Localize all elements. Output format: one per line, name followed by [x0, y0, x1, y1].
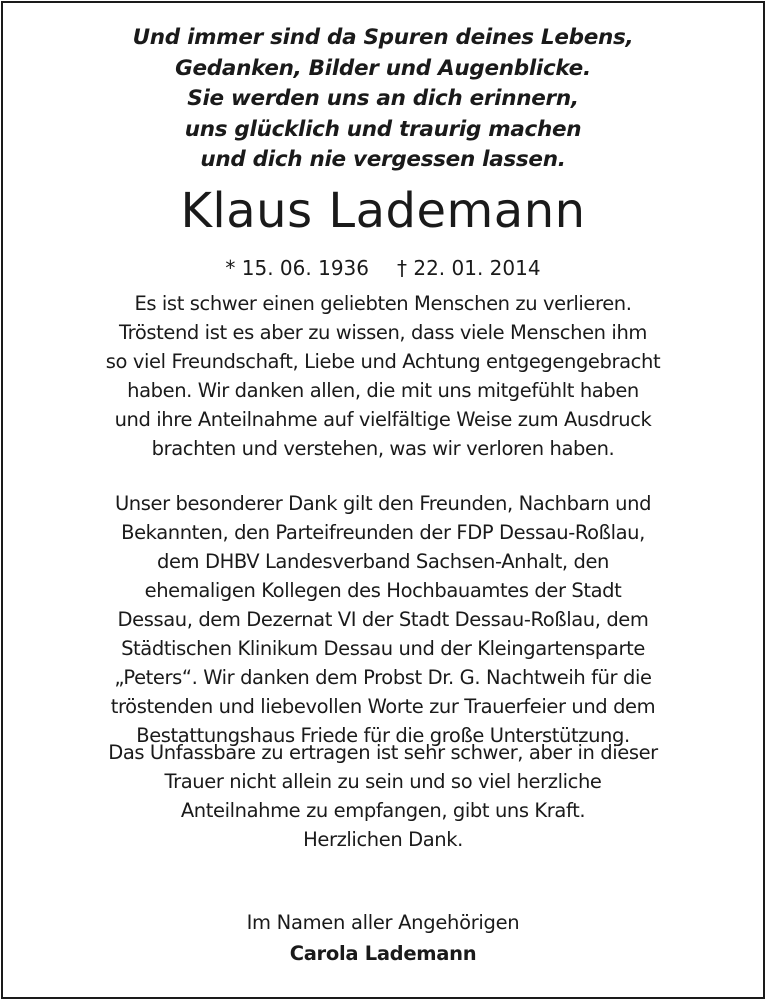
text-line: Herzlichen Dank.: [303, 828, 463, 851]
text-line: Bekannten, den Parteifreunden der FDP Dessau-Roßlau,: [121, 521, 645, 544]
signature-block: [3, 907, 763, 969]
text-line: Städtischen Klinikum Dessau und der Kleingartensparte: [121, 637, 645, 660]
death-date: † 22. 01. 2014: [397, 256, 541, 280]
motto-line: Gedanken, Bilder und Augenblicke.: [175, 55, 591, 81]
notice-frame: [1, 1, 765, 999]
birth-date: * 15. 06. 1936: [225, 256, 369, 280]
deceased-name: Klaus Lademann: [180, 183, 586, 239]
motto: [3, 23, 763, 176]
text-line: Bestattungshaus Friede für die große Unterstützung.: [136, 724, 630, 747]
text-line: haben. Wir danken allen, die mit uns mitgefühlt haben: [127, 379, 639, 402]
paragraph-special-thanks: [3, 489, 763, 750]
motto-line: uns glücklich und traurig machen: [184, 116, 582, 142]
text-line: dem DHBV Landesverband Sachsen-Anhalt, den: [156, 550, 610, 573]
paragraph-closing: [3, 738, 763, 854]
text-line: Tröstend ist es aber zu wissen, dass viele Menschen ihm: [118, 321, 647, 344]
motto-line: Und immer sind da Spuren deines Lebens,: [132, 25, 634, 50]
text-line: ehemaligen Kollegen des Hochbauamtes der Stadt: [144, 579, 622, 602]
motto-line: Sie werden uns an dich erinnern,: [187, 86, 579, 111]
text-line: Dessau, dem Dezernat VI der Stadt Dessau-Roßlau, dem: [117, 608, 649, 631]
paragraph-gratitude: [3, 289, 763, 463]
text-line: brachten und verstehen, was wir verloren haben.: [151, 437, 615, 460]
text-line: tröstenden und liebevollen Worte zur Trauerfeier und dem: [110, 695, 656, 718]
text-line: Trauer nicht allein zu sein und so viel herzliche: [164, 770, 602, 793]
text-line: Unser besonderer Dank gilt den Freunden, Nachbarn und: [114, 492, 652, 515]
signer-name: Carola Lademann: [289, 942, 477, 965]
text-line: Anteilnahme zu empfangen, gibt uns Kraft.: [180, 799, 586, 822]
motto-line: und dich nie vergessen lassen.: [200, 147, 566, 172]
text-line: Das Unfassbare zu ertragen ist sehr schwer, aber in dieser: [108, 741, 658, 764]
text-line: „Peters“. Wir danken dem Probst Dr. G. Nachtweih für die: [114, 666, 652, 689]
text-line: Es ist schwer einen geliebten Menschen zu verlieren.: [134, 292, 632, 315]
life-dates: [3, 254, 763, 282]
signature-intro: Im Namen aller Angehörigen: [246, 911, 520, 934]
text-line: und ihre Anteilnahme auf vielfältige Weise zum Ausdruck: [114, 408, 652, 431]
text-line: so viel Freundschaft, Liebe und Achtung entgegengebracht: [105, 350, 661, 373]
